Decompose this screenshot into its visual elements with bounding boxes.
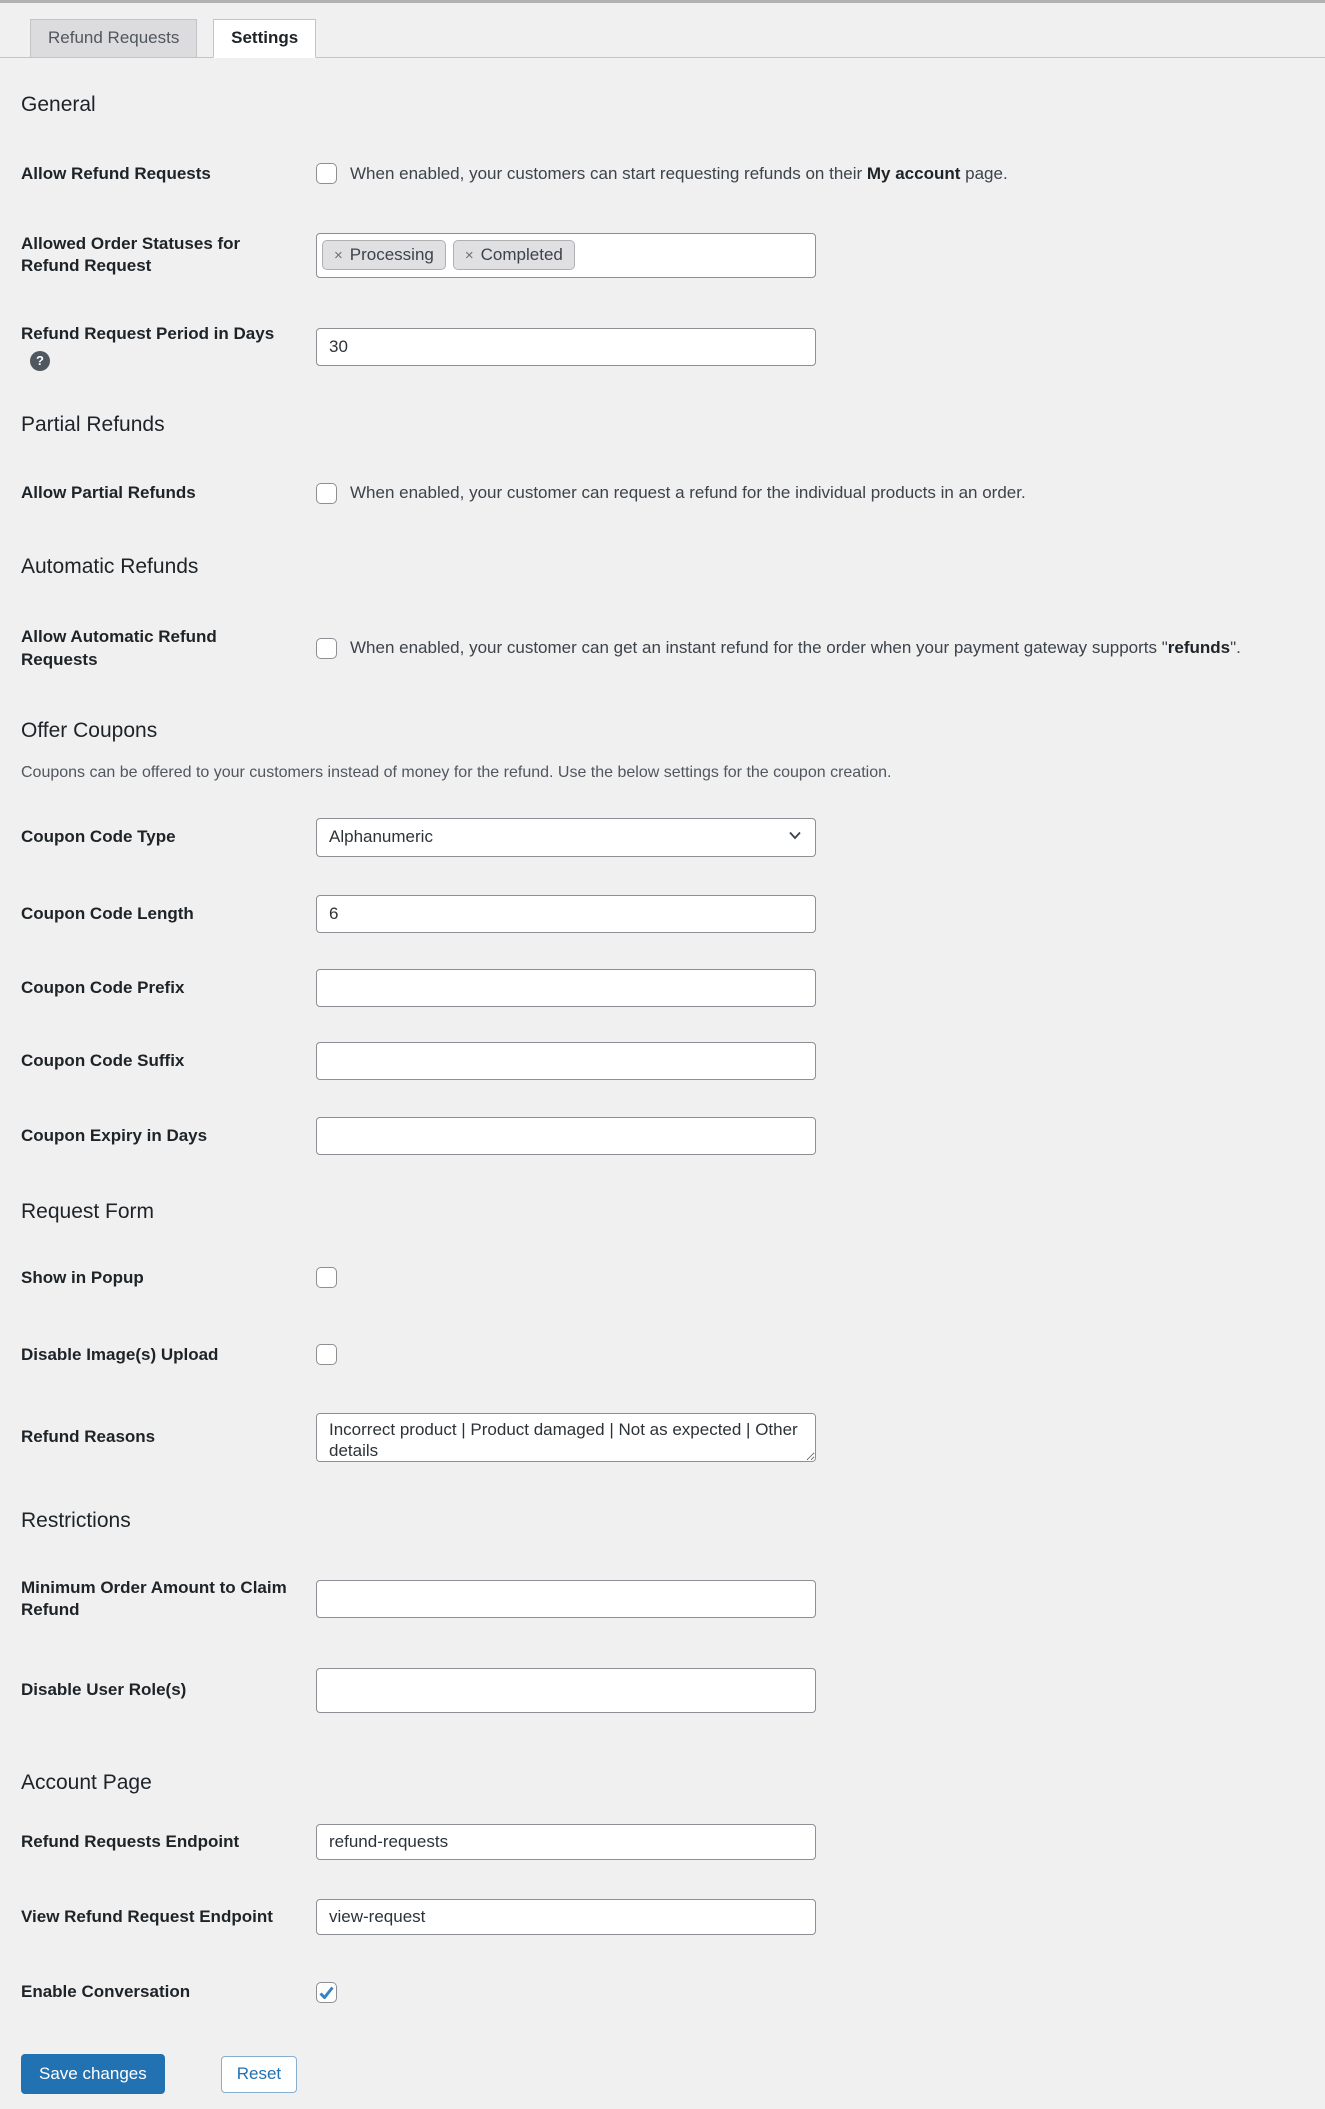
coupon-code-suffix-input[interactable] xyxy=(316,1042,816,1080)
row-coupon-code-prefix xyxy=(21,969,1304,1007)
settings-content xyxy=(0,93,1325,2094)
section-title-general: General xyxy=(21,92,96,116)
remove-tag-icon[interactable]: × xyxy=(464,246,474,264)
remove-tag-icon[interactable]: × xyxy=(334,246,343,264)
coupon-code-type-select[interactable] xyxy=(316,818,816,857)
save-changes-button[interactable]: Save changes xyxy=(21,2054,165,2094)
status-chip-processing xyxy=(322,240,446,270)
check-icon xyxy=(319,1986,334,1999)
coupon-code-prefix-input[interactable] xyxy=(316,969,816,1007)
allow-refund-requests-checkbox[interactable] xyxy=(316,163,337,184)
allow-refund-requests-description: When enabled, your customers can start requesting refunds on their My account page. xyxy=(350,163,1008,183)
footer-actions xyxy=(21,2054,1304,2094)
refund-period-label: Refund Request Period in Days? xyxy=(21,323,316,372)
min-order-amount-input[interactable] xyxy=(316,1580,816,1618)
section-title-restrictions: Restrictions xyxy=(21,1508,131,1532)
coupon-code-length-label: Coupon Code Length xyxy=(21,903,194,923)
row-allowed-order-statuses xyxy=(21,233,1304,278)
coupon-code-type-value: Alphanumeric xyxy=(329,827,433,847)
tab-settings[interactable]: Settings xyxy=(213,19,316,58)
refund-reasons-textarea[interactable] xyxy=(316,1413,816,1462)
section-title-automatic-refunds: Automatic Refunds xyxy=(21,555,199,579)
coupon-code-type-label: Coupon Code Type xyxy=(21,827,176,847)
allow-automatic-refunds-checkbox[interactable] xyxy=(316,638,337,659)
allow-automatic-refunds-label: Allow Automatic Refund Requests xyxy=(21,627,217,669)
row-refund-period xyxy=(21,323,1304,372)
tab-bar xyxy=(0,3,1325,58)
row-min-order-amount xyxy=(21,1577,1304,1621)
enable-conversation-checkbox[interactable] xyxy=(316,1982,337,2003)
coupon-expiry-label: Coupon Expiry in Days xyxy=(21,1125,208,1145)
section-title-account-page: Account Page xyxy=(21,1770,152,1794)
coupon-code-length-input[interactable] xyxy=(316,895,816,933)
show-in-popup-label: Show in Popup xyxy=(21,1267,144,1287)
status-chip-completed xyxy=(453,240,575,270)
status-chip-label: Processing xyxy=(349,245,434,265)
allow-partial-refunds-checkbox[interactable] xyxy=(316,483,337,504)
refund-period-input[interactable] xyxy=(316,328,816,366)
show-in-popup-checkbox[interactable] xyxy=(316,1267,337,1288)
row-view-request-endpoint xyxy=(21,1899,1304,1935)
view-request-endpoint-label: View Refund Request Endpoint xyxy=(21,1906,273,1926)
reset-button[interactable]: Reset xyxy=(221,2056,297,2093)
offer-coupons-description: Coupons can be offered to your customers instead of money for the refund. Use the below settings for the coupon creation. xyxy=(21,763,892,781)
allowed-order-statuses-multiselect[interactable] xyxy=(316,233,816,278)
row-refund-requests-endpoint xyxy=(21,1824,1304,1860)
view-request-endpoint-input[interactable] xyxy=(316,1899,816,1935)
allow-automatic-refunds-description: When enabled, your customer can get an instant refund for the order when your payment gateway supports "refunds". xyxy=(350,638,1241,658)
row-enable-conversation xyxy=(21,1981,1304,2003)
disable-image-upload-label: Disable Image(s) Upload xyxy=(21,1344,219,1364)
refund-requests-endpoint-input[interactable] xyxy=(316,1824,816,1860)
allow-partial-refunds-label: Allow Partial Refunds xyxy=(21,483,196,503)
section-title-partial-refunds: Partial Refunds xyxy=(21,413,165,437)
row-show-in-popup xyxy=(21,1267,1304,1289)
row-disable-image-upload xyxy=(21,1344,1304,1366)
refund-reasons-label: Refund Reasons xyxy=(21,1427,156,1447)
tab-refund-requests[interactable]: Refund Requests xyxy=(30,19,197,58)
row-coupon-code-length xyxy=(21,895,1304,933)
allow-partial-refunds-description: When enabled, your customer can request a refund for the individual products in an order. xyxy=(350,483,1026,503)
row-coupon-code-type xyxy=(21,818,1304,857)
row-coupon-code-suffix xyxy=(21,1042,1304,1080)
disable-user-roles-multiselect[interactable] xyxy=(316,1668,816,1713)
help-icon[interactable]: ? xyxy=(30,351,50,371)
row-allow-automatic-refunds xyxy=(21,626,1304,670)
allowed-order-statuses-label: Allowed Order Statuses for Refund Request xyxy=(21,234,241,276)
coupon-code-prefix-label: Coupon Code Prefix xyxy=(21,977,185,997)
coupon-code-suffix-label: Coupon Code Suffix xyxy=(21,1050,185,1070)
section-title-request-form: Request Form xyxy=(21,1199,155,1223)
status-chip-label: Completed xyxy=(480,245,563,265)
refund-requests-endpoint-label: Refund Requests Endpoint xyxy=(21,1831,240,1851)
disable-user-roles-label: Disable User Role(s) xyxy=(21,1680,187,1700)
chevron-down-icon xyxy=(787,827,803,848)
enable-conversation-label: Enable Conversation xyxy=(21,1981,191,2001)
min-order-amount-label: Minimum Order Amount to Claim Refund xyxy=(21,1577,287,1619)
row-disable-user-roles xyxy=(21,1668,1304,1713)
row-coupon-expiry xyxy=(21,1117,1304,1155)
row-allow-refund-requests xyxy=(21,163,1304,185)
coupon-expiry-input[interactable] xyxy=(316,1117,816,1155)
row-allow-partial-refunds xyxy=(21,482,1304,504)
section-title-offer-coupons: Offer Coupons xyxy=(21,718,158,742)
disable-image-upload-checkbox[interactable] xyxy=(316,1344,337,1365)
row-refund-reasons xyxy=(21,1413,1304,1462)
allow-refund-requests-label: Allow Refund Requests xyxy=(21,163,211,183)
